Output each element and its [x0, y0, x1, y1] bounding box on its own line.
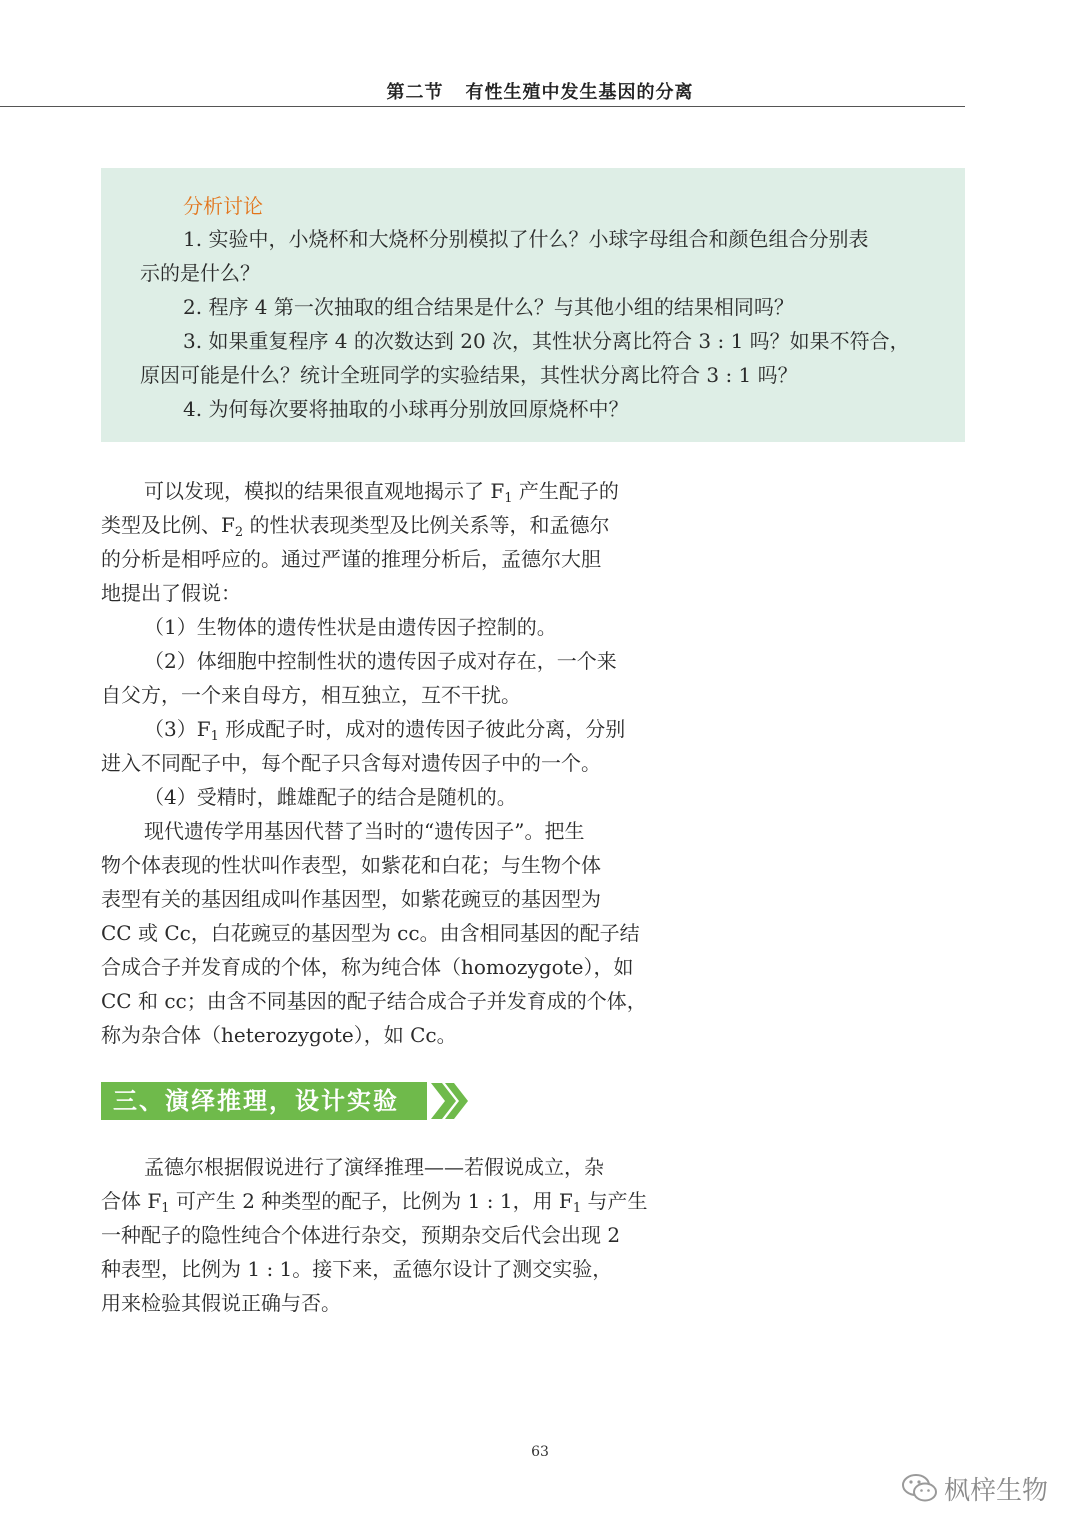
body-line: 的分析是相呼应的。通过严谨的推理分析后，孟德尔大胆: [101, 547, 601, 571]
wechat-icon: [900, 1468, 940, 1508]
subscript: 1: [161, 1201, 170, 1216]
text-run: 可以发现，模拟的结果很直观地揭示了 F: [144, 479, 505, 503]
discussion-line: 4. 为何每次要将抽取的小球再分别放回原烧杯中？: [183, 397, 629, 421]
hypothesis-2: （2）体细胞中控制性状的遗传因子成对存在，一个来: [144, 649, 617, 673]
section-heading: 三、演绎推理，设计实验: [113, 1087, 399, 1115]
hypothesis-3-cont: 进入不同配子中，每个配子只含每对遗传因子中的一个。: [101, 751, 601, 775]
text-run: 的性状表现类型及比例关系等，和孟德尔: [243, 513, 610, 537]
body-line: 表型有关的基因组成叫作基因型，如紫花豌豆的基因型为: [101, 887, 601, 911]
subscript: 1: [504, 491, 513, 506]
watermark-text: 枫梓生物: [944, 1476, 1049, 1506]
text-run: 与产生: [581, 1189, 648, 1213]
hypothesis-1: （1）生物体的遗传性状是由遗传因子控制的。: [144, 615, 557, 639]
running-header: [0, 78, 1080, 104]
discussion-line: 1. 实验中，小烧杯和大烧杯分别模拟了什么？小球字母组合和颜色组合分别表: [183, 227, 869, 251]
discussion-title: 分析讨论: [183, 194, 263, 218]
discussion-line: 3. 如果重复程序 4 的次数达到 20 次，其性状分离比符合 3 : 1 吗？如果不符合，: [183, 329, 910, 353]
text-run: 可产生 2 种类型的配子，比例为 1 : 1，用 F: [169, 1189, 573, 1213]
discussion-line: 原因可能是什么？统计全班同学的实验结果，其性状分离比符合 3 : 1 吗？: [140, 363, 798, 387]
text-run: 形成配子时，成对的遗传因子彼此分离，分别: [218, 717, 626, 741]
body-line: 现代遗传学用基因代替了当时的“遗传因子”。把生: [144, 819, 585, 843]
discussion-line: 2. 程序 4 第一次抽取的组合结果是什么？与其他小组的结果相同吗？: [183, 295, 794, 319]
body-line: 地提出了假说：: [101, 581, 241, 605]
subscript: 1: [210, 729, 219, 744]
hypothesis-2-cont: 自父方，一个来自母方，相互独立，互不干扰。: [101, 683, 521, 707]
page-number: 63: [531, 1444, 549, 1460]
text-run: 产生配子的: [512, 479, 619, 503]
subscript: 2: [234, 525, 244, 540]
double-chevron-icon: [427, 1081, 471, 1121]
body-line: CC 和 cc；由含不同基因的配子结合成合子并发育成的个体，: [101, 989, 647, 1013]
body-line: 种表型，比例为 1 : 1。接下来，孟德尔设计了测交实验，: [101, 1257, 613, 1281]
header-rule: [0, 106, 965, 107]
header-section: 第二节: [386, 82, 444, 103]
body-line: 物个体表现的性状叫作表型，如紫花和白花；与生物个体: [101, 853, 601, 877]
subscript: 1: [572, 1201, 582, 1216]
body-line: 孟德尔根据假说进行了演绎推理——若假说成立，杂: [144, 1155, 604, 1179]
body-line: 合成合子并发育成的个体，称为纯合体（homozygote），如: [101, 955, 634, 979]
body-line: CC 或 Cc，白花豌豆的基因型为 cc。由含相同基因的配子结: [101, 921, 640, 945]
discussion-line: 示的是什么？: [140, 261, 260, 285]
text-run: （3）F: [144, 717, 211, 741]
body-line: 称为杂合体（heterozygote），如 Cc。: [101, 1023, 457, 1047]
header-title: 有性生殖中发生基因的分离: [465, 82, 694, 103]
body-line: 一种配子的隐性纯合个体进行杂交，预期杂交后代会出现 2: [101, 1223, 621, 1247]
text-run: 类型及比例、F: [101, 513, 235, 537]
text-run: 合体 F: [101, 1189, 162, 1213]
hypothesis-4: （4）受精时，雌雄配子的结合是随机的。: [144, 785, 517, 809]
body-line: 用来检验其假说正确与否。: [101, 1291, 341, 1315]
